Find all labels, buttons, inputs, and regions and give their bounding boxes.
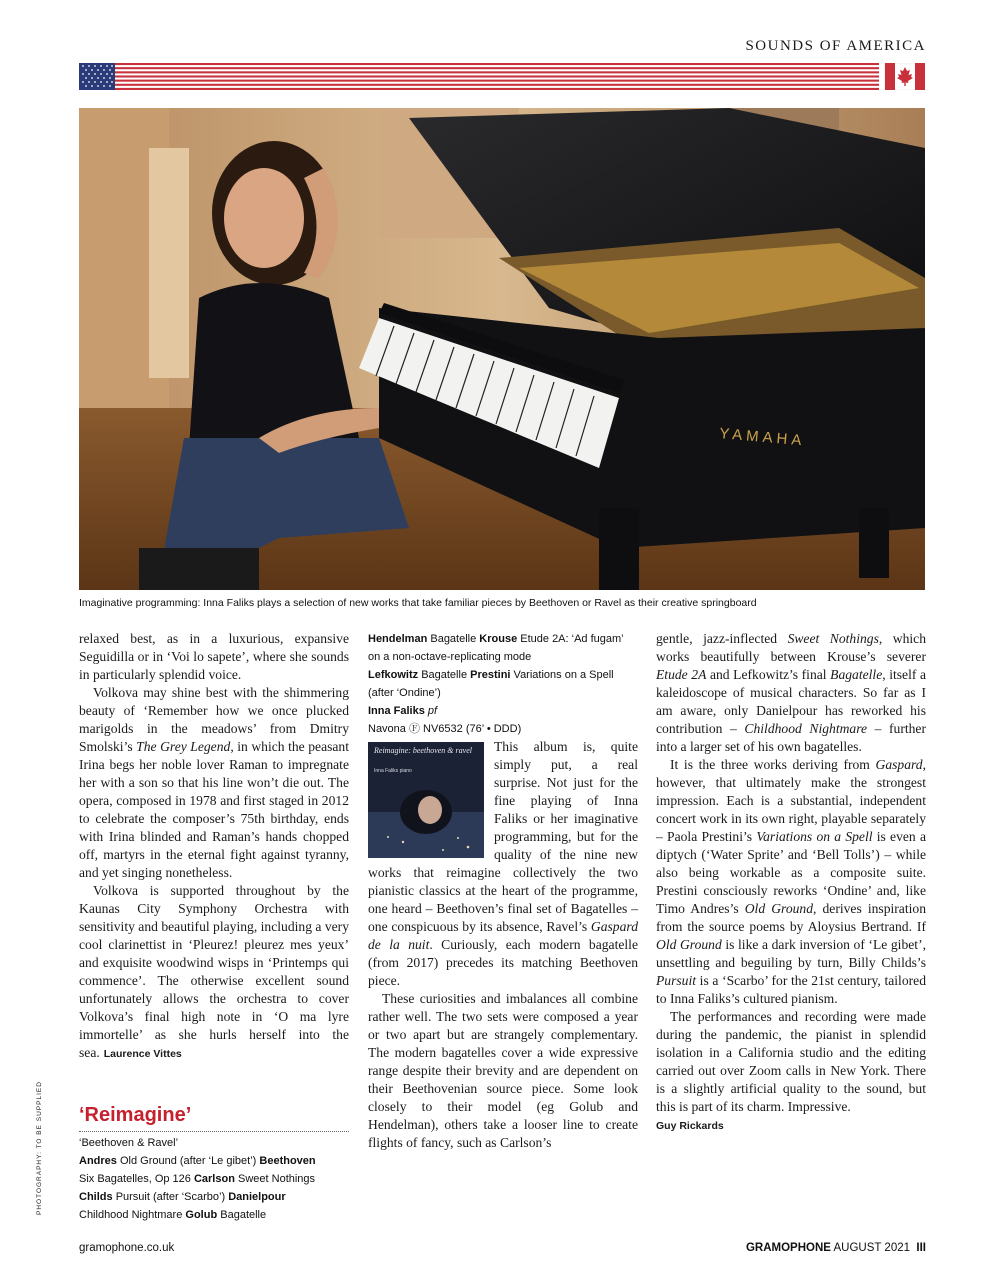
footer-issue: GRAMOPHONE AUGUST 2021 III: [745, 1242, 926, 1254]
review-subtitle: ‘Beethoven & Ravel’: [79, 1137, 179, 1149]
piano-brand: YAMAHA: [718, 425, 807, 450]
byline: Guy Rickards: [656, 1120, 724, 1132]
paragraph: gentle, jazz-inflected Sweet Nothings, which works beautifully between Krouse’s severer Etude 2A and Lefkowitz’s final Bagatelle, itself a kaleidoscope of musical characters. So far as I am aware, only Danielpour has reworked his contribution – Childhood Nightmare – further into a larger set of his own bagatelles.: [656, 631, 926, 754]
paragraph: relaxed best, as in a luxurious, expansive Seguidilla or in ‘Voi lo sapete’, where she sounds in particularly splendid voice.: [79, 631, 349, 682]
us-flag-stripes: [79, 63, 879, 90]
flag-banner: [79, 63, 925, 90]
paragraph: This album is, quite simply put, a real surprise. Not just for the fine playing of Inna Faliks or her imaginative programming, but for the quality of the nine new works that reimagine collectively the two pianistic classics at the heart of the programme, one heard – Beethoven’s final set of Bagatelles – one conspicuous by its absence, Ravel’s Gaspard de la nuit. Curiously, each modern bagatelle (from 2017) precedes its matching Beethoven piece.: [368, 739, 638, 988]
cover-title: Reimagine: beethoven & ravel: [374, 746, 472, 755]
byline-paragraph: [656, 1116, 926, 1135]
photography-credit: PHOTOGRAPHY: TO BE SUPPLIED: [36, 1081, 43, 1215]
album-cover: [368, 742, 484, 858]
hero-photo: [79, 108, 925, 590]
review-header-credits: ‘Beethoven & Ravel’ Andres Old Ground (after ‘Le gibet’) Beethoven Six Bagatelles, Op 126 Carlson Sweet Nothings Childs Pursuit (after ‘Scarbo’) Danielpour Childhood Nightmare Golub Bagatelle: [79, 1134, 349, 1224]
album-cover-art: [368, 742, 484, 858]
pianist-at-grand-piano-illustration: [79, 108, 925, 590]
article-column-2: [368, 630, 638, 1152]
cover-artist: Inna Faliks piano: [374, 768, 412, 774]
paragraph: It is the three works deriving from Gaspard, however, that ultimately make the strongest impression. Each is a substantial, independent concert work in its own right, playable separately – Paola Prestini’s Variations on a Spell is even a diptych (‘Water Sprite’ and ‘Bell Tolls’) – while also being workable as a composite suite. Prestini consciously reworks ‘Ondine’ and, like Timo Andres’s Old Ground, derives inspiration from the source poems by Aloysius Bertrand. If Old Ground is like a dark inversion of ‘Le gibet’, unsettling and beguiling by turn, Billy Childs’s Pursuit is a ‘Scarbo’ for the 21st century, tailored to Inna Faliks’s cultured pianism.: [656, 757, 926, 1006]
us-canada-flag-graphic: [79, 63, 925, 90]
label-catalogue: Navona Ⓕ NV6532 (76’ • DDD): [368, 723, 522, 735]
article-column-1: [79, 630, 349, 1063]
review-credits-continued: Hendelman Bagatelle Krouse Etude 2A: ‘Ad fugam’ on a non-octave-replicating mode Lefkowitz Bagatelle Prestini Variations on a Spell (after ‘Ondine’) Inna Faliks pf Navona Ⓕ NV6532 (76’ • DDD): [368, 630, 638, 738]
review-title: ‘Reimagine’: [79, 1104, 349, 1132]
paragraph: These curiosities and imbalances all combine rather well. The two sets were composed a year or two apart but are strangely complementary. The modern bagatelles cover a wide expressive range despite their brevity and are dependent on their Beethovenian source piece. Some look closely to their model (eg Golub and Hendelman), others take a looser line to create flights of fancy, such as Carlson’s: [368, 991, 638, 1150]
photo-caption: Imaginative programming: Inna Faliks plays a selection of new works that take familiar pieces by Beethoven or Ravel as their creative springboard: [79, 597, 757, 609]
footer-website: gramophone.co.uk: [79, 1242, 175, 1254]
section-title: SOUNDS OF AMERICA: [745, 38, 926, 54]
byline: Laurence Vittes: [103, 1048, 182, 1060]
paragraph: The performances and recording were made during the pandemic, the pianist in splendid isolation in a California studio and the editing carried out over Zoom calls in New York. There is a slightly artificial quality to the sound, but this is part of its charm. Impressive.: [656, 1009, 926, 1114]
article-column-3: [656, 630, 926, 1135]
paragraph: Volkova may shine best with the shimmering beauty of ‘Remember how we once plucked marigolds in the meadows’ from Dmitry Smolski’s The Grey Legend, in which the peasant Irina begs her noble lover Raman to impregnate her with a son so that his line won’t die out. The opera, composed in 1978 and first staged in 2012 to celebrate the composer’s 75th birthday, ends with Irina blinded and Raman’s hands chopped off, martyrs in the eternal fight against tyranny, and yet singing nonetheless.: [79, 685, 349, 880]
canada-flag: [885, 63, 925, 90]
paragraph: Volkova is supported throughout by the Kaunas City Symphony Orchestra with sensitivity and beautiful playing, including a very cool clarinettist in ‘Pleurez! pleurez mes yeux’ and exquisite woodwind wisps in ‘Printemps qui commence’. The otherwise excellent sound unfortunately allows the orchestra to cover Volkova’s final high note in ‘O ma lyre immortelle’ as she hurls herself into the sea. Laurence Vittes: [79, 883, 349, 1060]
performer-name: Inna Faliks: [368, 705, 425, 717]
